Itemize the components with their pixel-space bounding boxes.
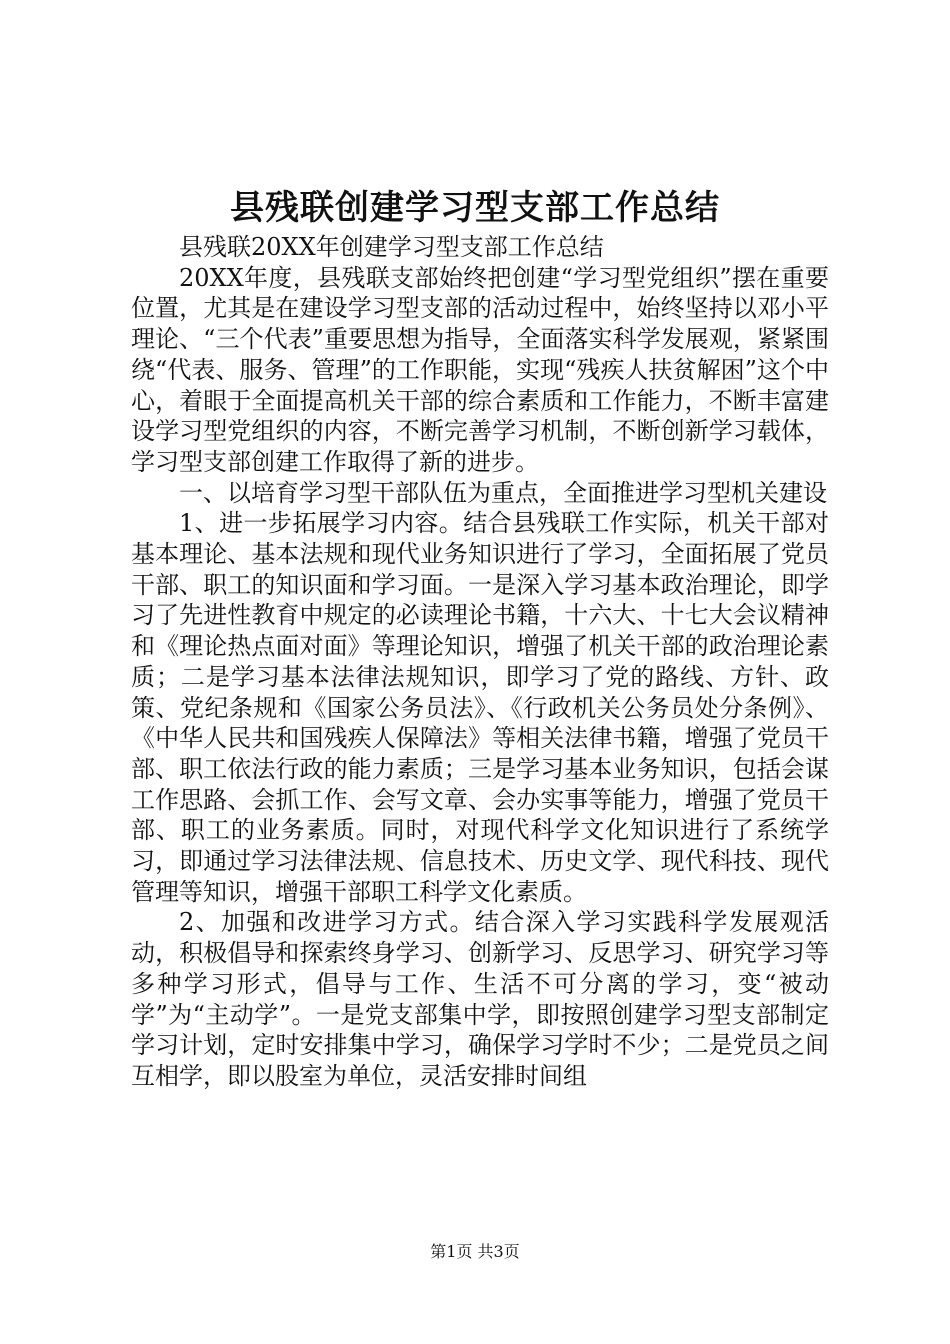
- item-paragraph-1: 1、进一步拓展学习内容。结合县残联工作实际，机关干部对基本理论、基本法规和现代业务知识进行了学习，全面拓展了党员干部、职工的知识面和学习面。一是深入学习基本政治理论，即学习了先进性教育中规定的必读理论书籍，十六大、十七大会议精神和《理论热点面对面》等理论知识，增强了机关干部的政治理论素质；二是学习基本法律法规知识，即学习了党的路线、方针、政策、党纪条规和《国家公务员法》、《行政机关公务员处分条例》、《中华人民共和国残疾人保障法》等相关法律书籍，增强了党员干部、职工依法行政的能力素质；三是学习基本业务知识，包括会谋工作思路、会抓工作、会写文章、会办实事等能力，增强了党员干部、职工的业务素质。同时，对现代科学文化知识进行了系统学习，即通过学习法律法规、信息技术、历史文学、现代科技、现代管理等知识，增强干部职工科学文化素质。: [131, 509, 829, 906]
- section-heading-1: 一、以培育学习型干部队伍为重点，全面推进学习型机关建设: [179, 478, 827, 507]
- subtitle-paragraph: 县残联20XX年创建学习型支部工作总结: [179, 233, 604, 261]
- document-body: [131, 232, 829, 1092]
- item-paragraph-2: 2、加强和改进学习方式。结合深入学习实践科学发展观活动，积极倡导和探索终身学习、创新学习、反思学习、研究学习等多种学习形式，倡导与工作、生活不可分离的学习，变“被动学”为“主动学”。一是党支部集中学，即按照创建学习型支部制定学习计划，定时安排集中学习，确保学习学时不少；二是党员之间互相学，即以股室为单位，灵活安排时间组: [131, 908, 829, 1090]
- intro-paragraph: 20XX年度，县残联支部始终把创建“学习型党组织”摆在重要位置，尤其是在建设学习型支部的活动过程中，始终坚持以邓小平理论、“三个代表”重要思想为指导，全面落实科学发展观，紧紧围绕“代表、服务、管理”的工作职能，实现“残疾人扶贫解困”这个中心，着眼于全面提高机关干部的综合素质和工作能力，不断丰富建设学习型党组织的内容，不断完善学习机制，不断创新学习载体，学习型支部创建工作取得了新的进步。: [131, 263, 829, 476]
- page-footer: 第1页 共3页: [430, 1242, 520, 1261]
- document-title: 县残联创建学习型支部工作总结: [230, 188, 720, 228]
